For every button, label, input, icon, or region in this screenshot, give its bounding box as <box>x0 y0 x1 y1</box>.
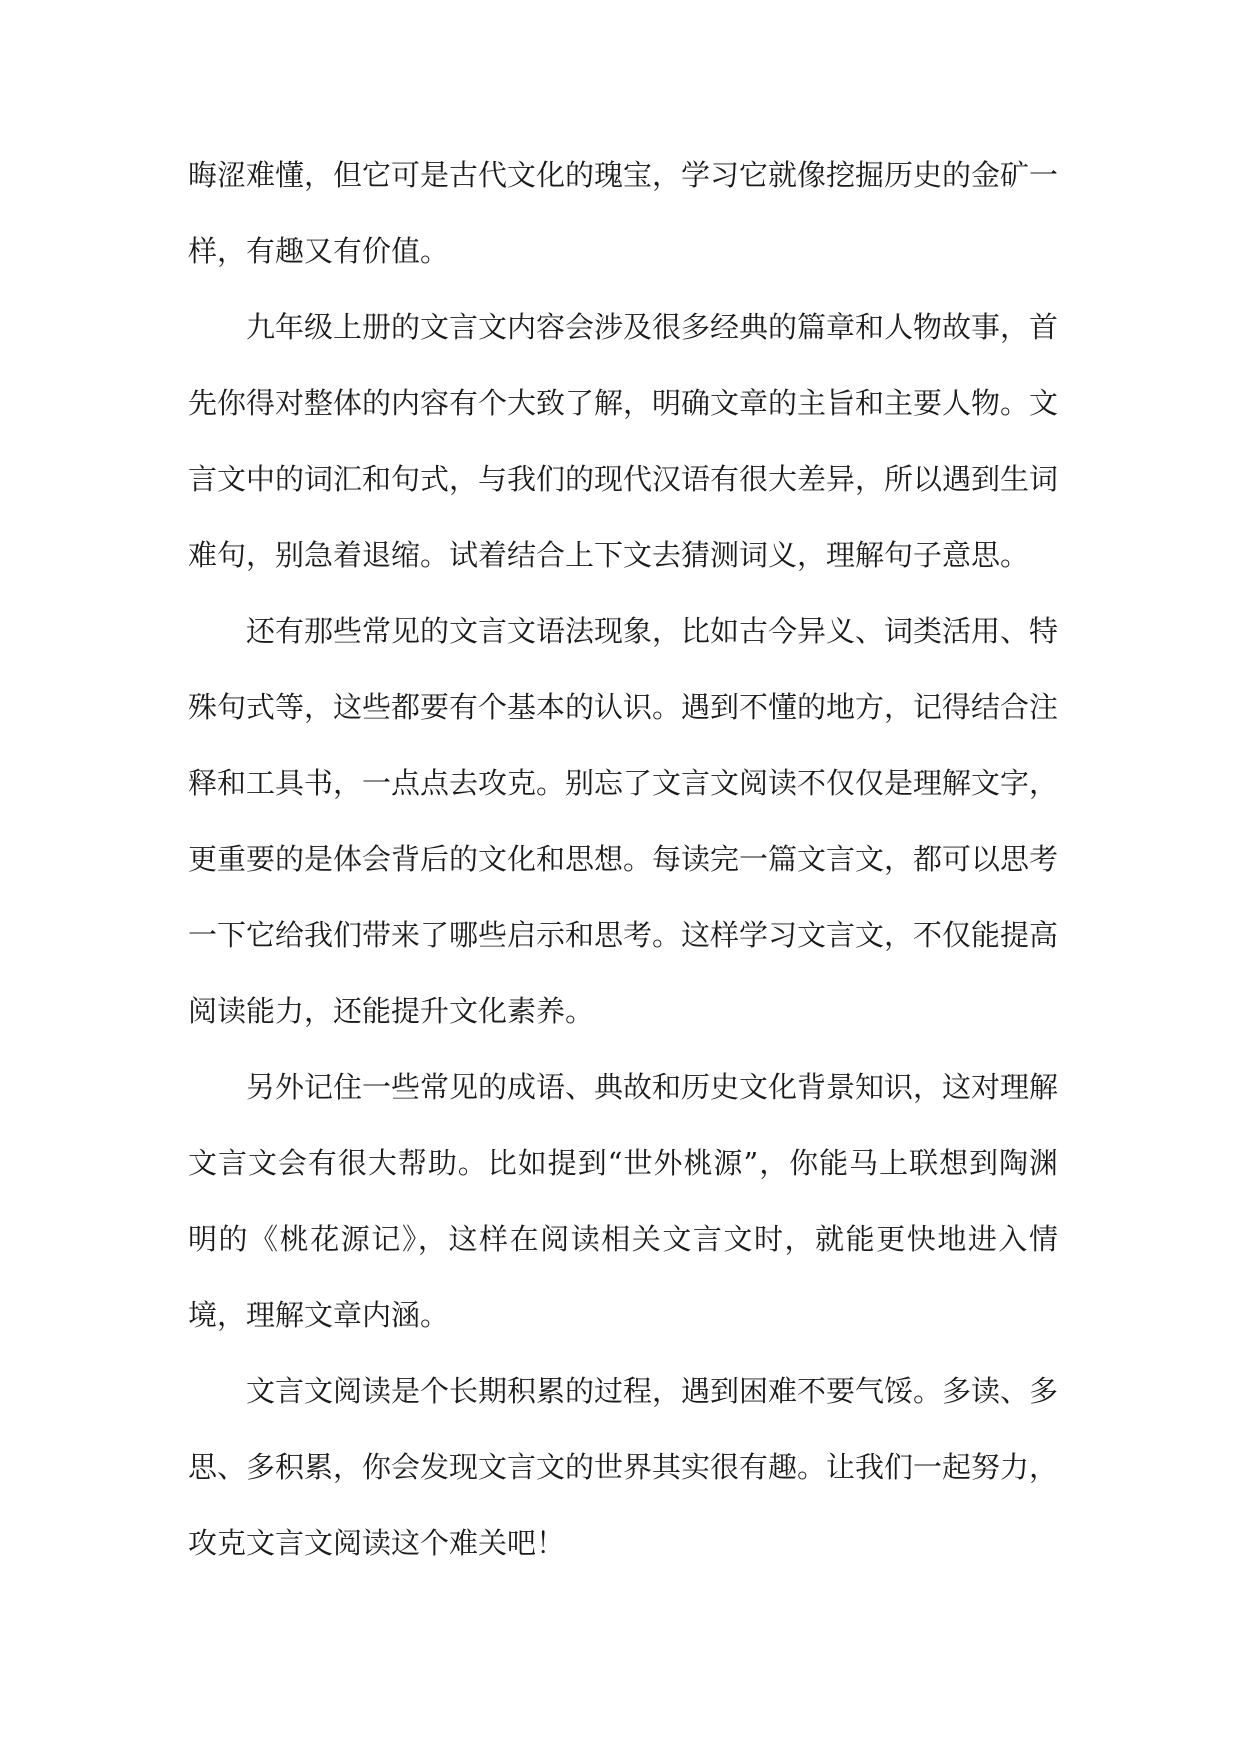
paragraph: 还有那些常见的文言文语法现象，比如古今异义、词类活用、特殊句式等，这些都要有个基本的认识。遇到不懂的地方，记得结合注释和工具书，一点点去攻克。别忘了文言文阅读不仅仅是理解文字，更重要的是体会背后的文化和思想。每读完一篇文言文，都可以思考一下它给我们带来了哪些启示和思考。这样学习文言文，不仅能提高阅读能力，还能提升文化素养。 <box>188 614 1059 1028</box>
paragraph-continued: 晦涩难懂，但它可是古代文化的瑰宝，学习它就像挖掘历史的金矿一样，有趣又有价值。 <box>188 158 1059 268</box>
document-body <box>188 137 1058 1581</box>
paragraph-closing: 文言文阅读是个长期积累的过程，遇到困难不要气馁。多读、多思、多积累，你会发现文言文的世界其实很有趣。让我们一起努力，攻克文言文阅读这个难关吧！ <box>188 1374 1059 1560</box>
paragraph: 另外记住一些常见的成语、典故和历史文化背景知识，这对理解文言文会有很大帮助。比如提到“世外桃源”，你能马上联想到陶渊明的《桃花源记》，这样在阅读相关文言文时，就能更快地进入情境，理解文章内涵。 <box>188 1070 1059 1332</box>
paragraph: 九年级上册的文言文内容会涉及很多经典的篇章和人物故事，首先你得对整体的内容有个大致了解，明确文章的主旨和主要人物。文言文中的词汇和句式，与我们的现代汉语有很大差异，所以遇到生词难句，别急着退缩。试着结合上下文去猜测词义，理解句子意思。 <box>188 310 1059 572</box>
